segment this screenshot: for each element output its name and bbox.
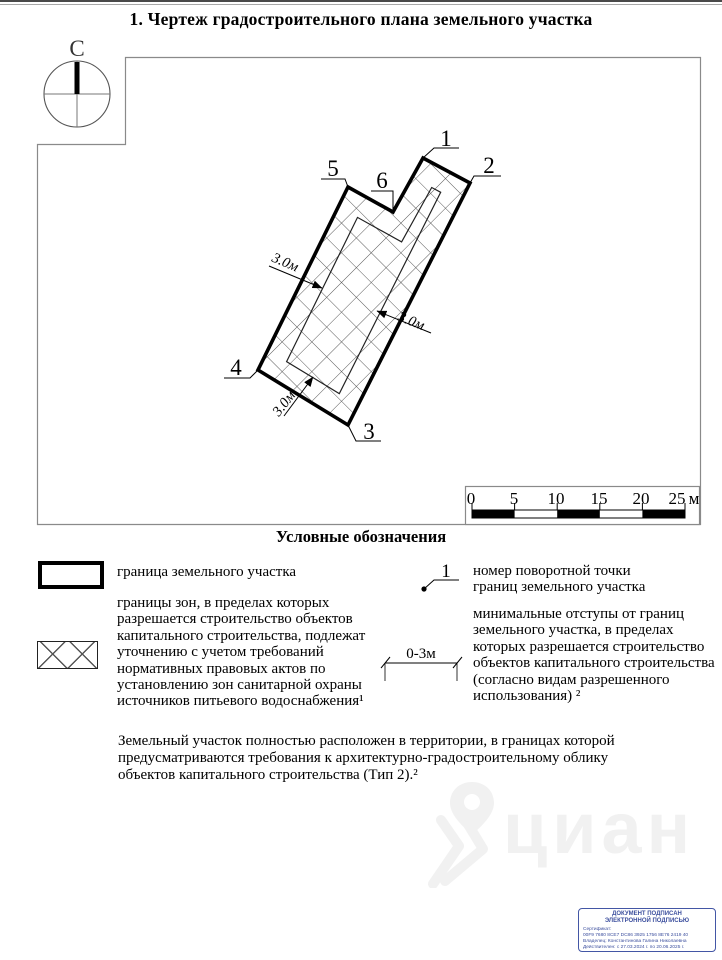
point-label-5: 5 (327, 156, 339, 181)
setback-label: 3.0м (269, 388, 300, 420)
setback-dim-label: 0-3м (406, 646, 436, 662)
legend-text-line: граница земельного участка (117, 564, 297, 580)
compass-letter: С (69, 36, 85, 61)
scale-bar (466, 487, 700, 525)
point-label-3: 3 (363, 419, 375, 444)
legend-text-line: земельного участка, в пределах (473, 622, 674, 639)
point-label-6: 6 (376, 168, 388, 193)
legend-item-hatch-zone (117, 595, 397, 710)
legend-symbol-turn-point (403, 558, 473, 598)
legend-text-line: минимальные отступы от границ (473, 606, 685, 622)
scale-tick-0: 0 (466, 489, 476, 508)
legend-symbol-setback-dim (380, 640, 470, 685)
legend-text-line: границы зон, в пределах которых (117, 595, 330, 611)
signature-validity: Действителен: с 27.03.2024 г. по 20.06.2025 г. (583, 945, 685, 950)
scale-tick-10: 10 (547, 489, 565, 508)
note-line: Земельный участок полностью расположен в территории, в границах которой (118, 733, 615, 749)
point-label-2: 2 (483, 153, 495, 178)
electronic-signature-stamp (578, 908, 716, 952)
legend-text-line: капитального строительства, подлежат (117, 627, 366, 644)
signature-cert-label: Сертификат: (583, 927, 612, 932)
legend-text-line: источников питьевого водоснабжения¹ (117, 693, 364, 710)
land-plot (224, 126, 501, 444)
legend-text-line: объектов капитального строительства (473, 655, 715, 672)
cian-logo-icon (425, 778, 515, 888)
legend-text-line: номер поворотной точки (473, 563, 631, 579)
legend-text-line: нормативных правовых актов по (117, 660, 326, 677)
legend-heading: Условные обозначения (275, 527, 447, 546)
signature-cert-number: 00F9 7680 8CE7 DC86 3925 1756 8E76 2419 40 (583, 933, 689, 938)
setback-label: 3.0м (395, 308, 427, 334)
scale-unit: м (688, 489, 700, 508)
note-line: объектов капитального строительства (Тип 2).² (118, 767, 418, 784)
point-label-1: 1 (440, 126, 452, 151)
turn-point-number: 1 (441, 561, 451, 582)
cian-watermark-text: циан (503, 789, 696, 869)
scale-tick-5: 5 (509, 489, 519, 508)
legend-text-line: границ земельного участка (473, 579, 646, 596)
legend-item-turn-point (473, 563, 713, 596)
legend-symbol-hatch-zone (37, 641, 98, 669)
signature-owner: Владелец: Константинова Галина Николаевна (583, 939, 687, 944)
legend-item-parcel-boundary (117, 564, 387, 580)
scale-tick-15: 15 (590, 489, 608, 508)
setback-label: 3.0м (269, 249, 301, 276)
signature-title-line: ЭЛЕКТРОННОЙ ПОДПИСЬЮ (604, 918, 690, 924)
legend-text-line: (согласно видам разрешенного (473, 671, 670, 688)
signature-title-line: ДОКУМЕНТ ПОДПИСАН (612, 911, 682, 917)
plot-note (118, 733, 663, 785)
scale-tick-25: 25 (668, 489, 686, 508)
legend-text-line: уточнению с учетом требований (117, 644, 324, 661)
legend-text-line: установлению зон санитарной охраны (117, 677, 362, 694)
legend-text-line: использования) ² (473, 688, 581, 705)
legend-text-line: разрешается строительство объектов (117, 611, 353, 628)
page-title: 1. Чертеж градостроительного плана земельного участка (129, 9, 593, 29)
legend-item-setback-dim (473, 606, 722, 704)
point-label-4: 4 (230, 355, 242, 380)
scale-tick-20: 20 (632, 489, 650, 508)
legend-symbol-parcel-boundary (38, 561, 104, 589)
compass-north-symbol (44, 36, 110, 127)
note-line: предусматриваются требования к архитектурно-градостроительному облику (118, 750, 609, 767)
legend-text-line: которых разрешается строительство (473, 638, 705, 655)
